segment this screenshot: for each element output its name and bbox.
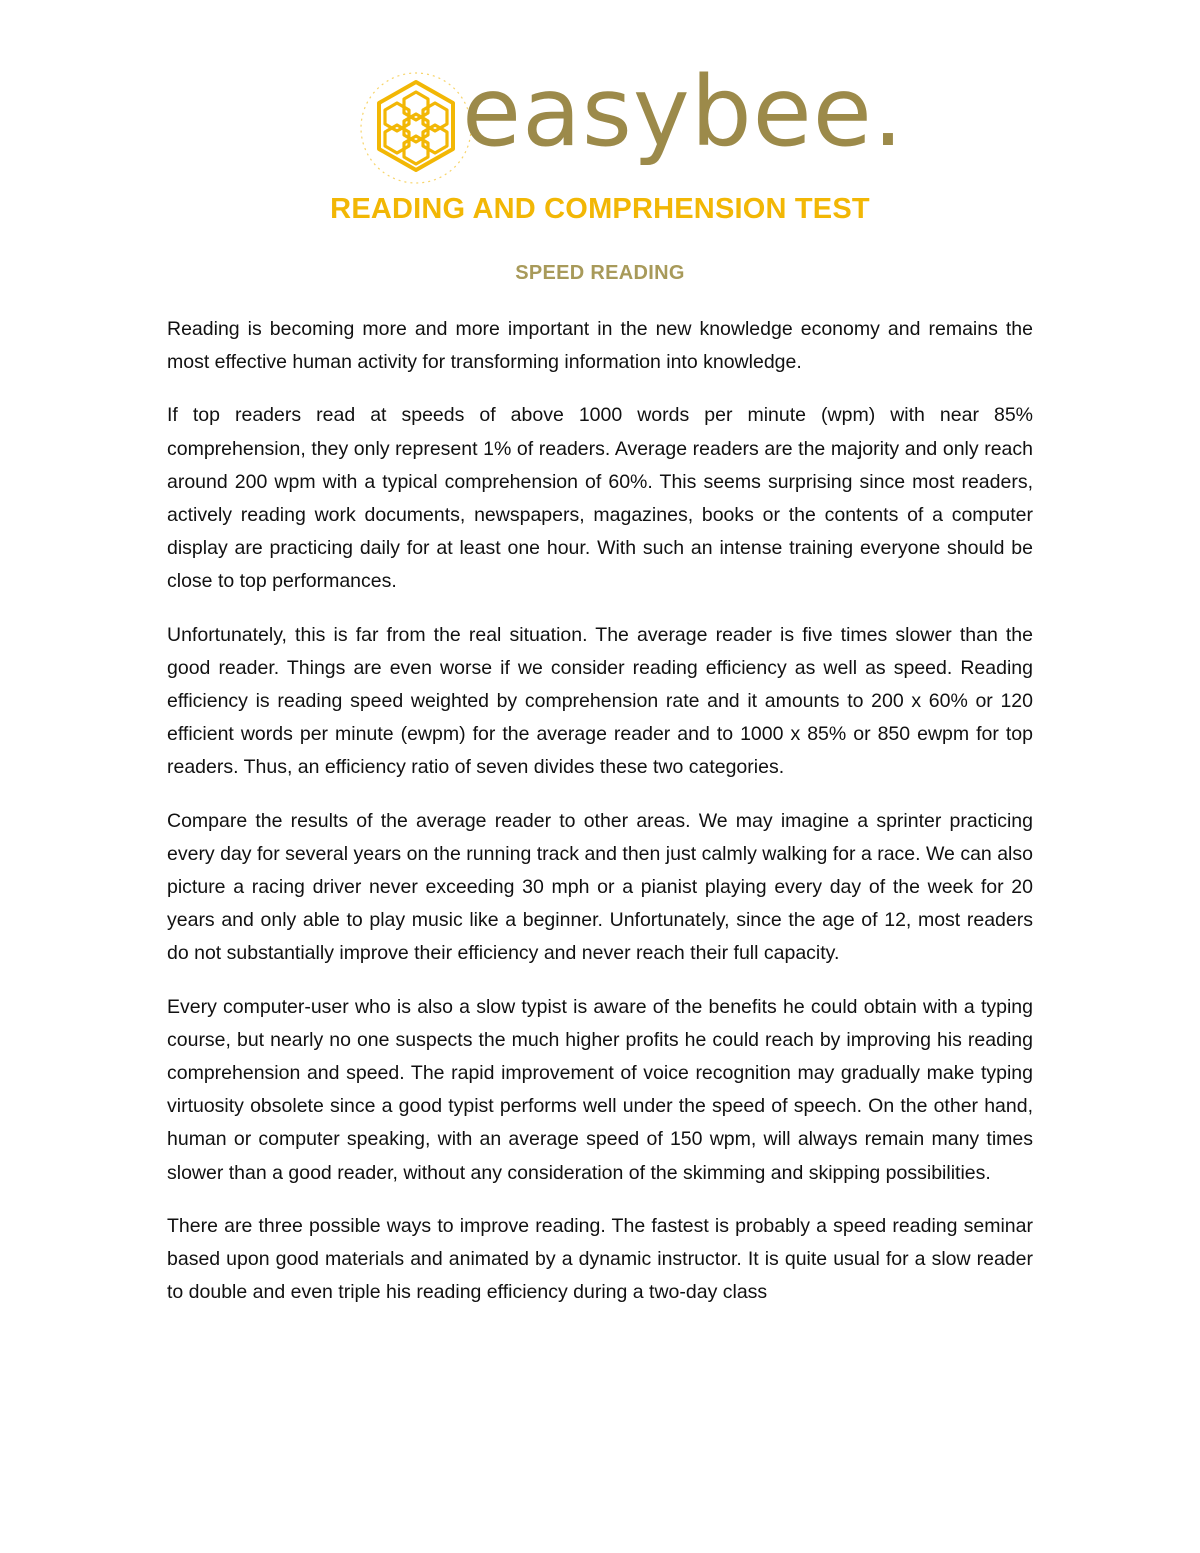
page-title: READING AND COMPRHENSION TEST: [330, 193, 870, 225]
paragraph-6: There are three possible ways to improve reading. The fastest is probably a speed reading seminar based upon good materials and animated by a dynamic instructor. It is quite usual for a slow reader to double and even triple his reading efficiency during a two-day class: [167, 1214, 1033, 1304]
paragraph-2: If top readers read at speeds of above 1000 words per minute (wpm) with near 85% comprehension, they only represent 1% of readers. Average readers are the majority and only reach around 200 wpm with a typical comprehension of 60%. This seems surprising since most readers, actively reading work documents, newspapers, magazines, books or the contents of a computer display are practicing daily for at least one hour. With such an intense training everyone should be close to top performances.: [167, 404, 1033, 593]
paragraph-4: Compare the results of the average reader to other areas. We may imagine a sprinter practicing every day for several years on the running track and then just calmly walking for a race. We can also picture a racing driver never exceeding 30 mph or a pianist playing every day of the week for 20 years and only able to play music like a beginner. Unfortunately, since the age of 12, most readers do not substantially improve their efficiency and never reach their full capacity.: [167, 809, 1033, 965]
body-text: [167, 313, 1033, 1309]
honeycomb-logo-icon: [358, 70, 474, 186]
brand-wordmark: easybee.: [462, 56, 905, 168]
paragraph-5: Every computer-user who is also a slow typist is aware of the benefits he could obtain with a typing course, but nearly no one suspects the much higher profits he could reach by improving his reading comprehension and speed. The rapid improvement of voice recognition may gradually make typing virtuosity obsolete since a good typist performs well under the speed of speech. On the other hand, human or computer speaking, with an average speed of 150 wpm, will always remain many times slower than a good reader, without any consideration of the skimming and skipping possibilities.: [167, 995, 1033, 1184]
paragraph-1: Reading is becoming more and more important in the new knowledge economy and remains the most effective human activity for transforming information into knowledge.: [167, 318, 1033, 374]
brand-logo: [358, 56, 905, 190]
section-heading: SPEED READING: [515, 262, 685, 284]
paragraph-3: Unfortunately, this is far from the real situation. The average reader is five times slower than the good reader. Things are even worse if we consider reading efficiency as well as speed. Reading efficiency is reading speed weighted by comprehension rate and it amounts to 200 x 60% or 120 efficient words per minute (ewpm) for the average reader and to 1000 x 85% or 850 ewpm for top readers. Thus, an efficiency ratio of seven divides these two categories.: [167, 623, 1033, 779]
